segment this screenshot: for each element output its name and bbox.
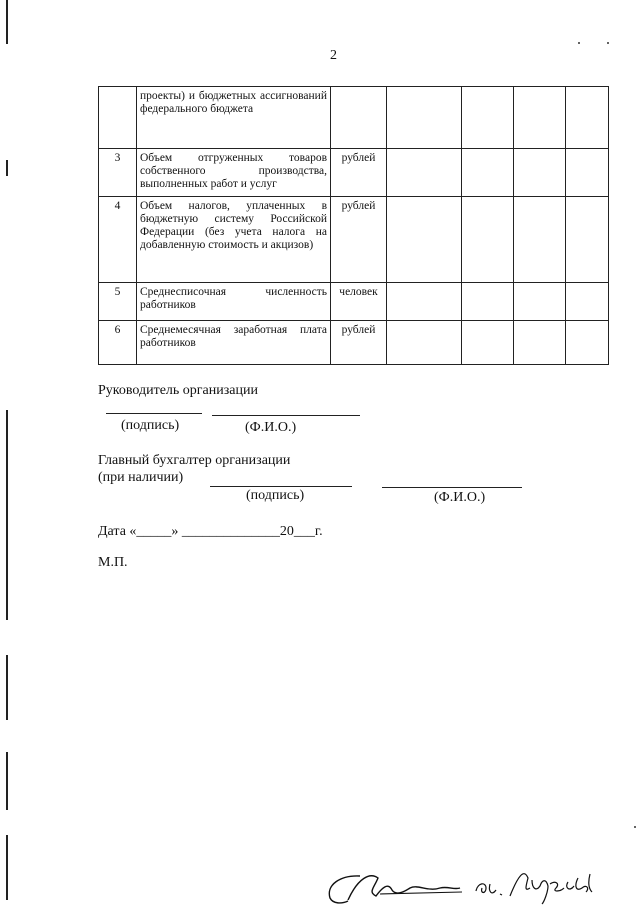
row-number: 5 <box>99 283 137 321</box>
table-row <box>99 197 609 283</box>
value-cell <box>387 321 462 365</box>
row-description: Объем налогов, уплаченных в бюджетную систему Российской Федерации (без учета налога на добавленную стоимость и акцизов) <box>137 197 331 283</box>
value-cell <box>514 149 566 197</box>
value-cell <box>566 87 609 149</box>
scan-speck <box>607 42 609 44</box>
scan-edge-mark <box>6 160 8 176</box>
head-signature-caption: (подпись) <box>121 418 180 433</box>
row-description: Среднемесячная заработная плата работников <box>137 321 331 365</box>
accountant-signature-line <box>210 486 352 487</box>
scan-edge-mark <box>6 752 8 810</box>
date-line: Дата «_____» ______________20___г. <box>98 524 323 539</box>
row-unit: рублей <box>331 321 387 365</box>
row-description: проекты) и бюджетных ассигнований федерального бюджета <box>137 87 331 149</box>
row-number <box>99 87 137 149</box>
value-cell <box>462 197 514 283</box>
value-cell <box>514 283 566 321</box>
accountant-signature-caption: (подпись) <box>246 488 305 503</box>
value-cell <box>566 197 609 283</box>
row-number: 4 <box>99 197 137 283</box>
accountant-name-caption: (Ф.И.О.) <box>434 490 486 505</box>
value-cell <box>387 87 462 149</box>
head-title: Руководитель организации <box>98 383 258 398</box>
page-number: 2 <box>330 48 337 63</box>
value-cell <box>566 321 609 365</box>
scan-edge-mark <box>6 835 8 900</box>
stamp-place: М.П. <box>98 555 128 570</box>
accountant-name-line <box>382 487 522 488</box>
value-cell <box>387 197 462 283</box>
row-number: 6 <box>99 321 137 365</box>
head-name-caption: (Ф.И.О.) <box>245 420 297 435</box>
head-name-line <box>212 415 360 416</box>
head-signature-line <box>106 413 202 414</box>
value-cell <box>387 283 462 321</box>
accountant-note: (при наличии) <box>98 470 184 485</box>
row-description: Объем отгруженных товаров собственного производства, выполненных работ и услуг <box>137 149 331 197</box>
value-cell <box>514 321 566 365</box>
value-cell <box>566 283 609 321</box>
scan-speck <box>578 42 580 44</box>
row-unit <box>331 87 387 149</box>
accountant-title: Главный бухгалтер организации <box>98 453 291 468</box>
value-cell <box>514 87 566 149</box>
row-unit: человек <box>331 283 387 321</box>
table-row <box>99 283 609 321</box>
table-row <box>99 149 609 197</box>
value-cell <box>514 197 566 283</box>
table-row <box>99 87 609 149</box>
value-cell <box>462 283 514 321</box>
row-number: 3 <box>99 149 137 197</box>
report-table <box>98 86 609 365</box>
scan-speck <box>634 826 636 828</box>
scan-edge-mark <box>6 0 8 44</box>
value-cell <box>462 321 514 365</box>
handwritten-signature <box>320 858 620 905</box>
row-unit: рублей <box>331 197 387 283</box>
scan-edge-mark <box>6 410 8 620</box>
value-cell <box>462 87 514 149</box>
value-cell <box>387 149 462 197</box>
table-row <box>99 321 609 365</box>
row-description: Среднесписочная численность работников <box>137 283 331 321</box>
row-unit: рублей <box>331 149 387 197</box>
value-cell <box>462 149 514 197</box>
value-cell <box>566 149 609 197</box>
scan-edge-mark <box>6 655 8 720</box>
